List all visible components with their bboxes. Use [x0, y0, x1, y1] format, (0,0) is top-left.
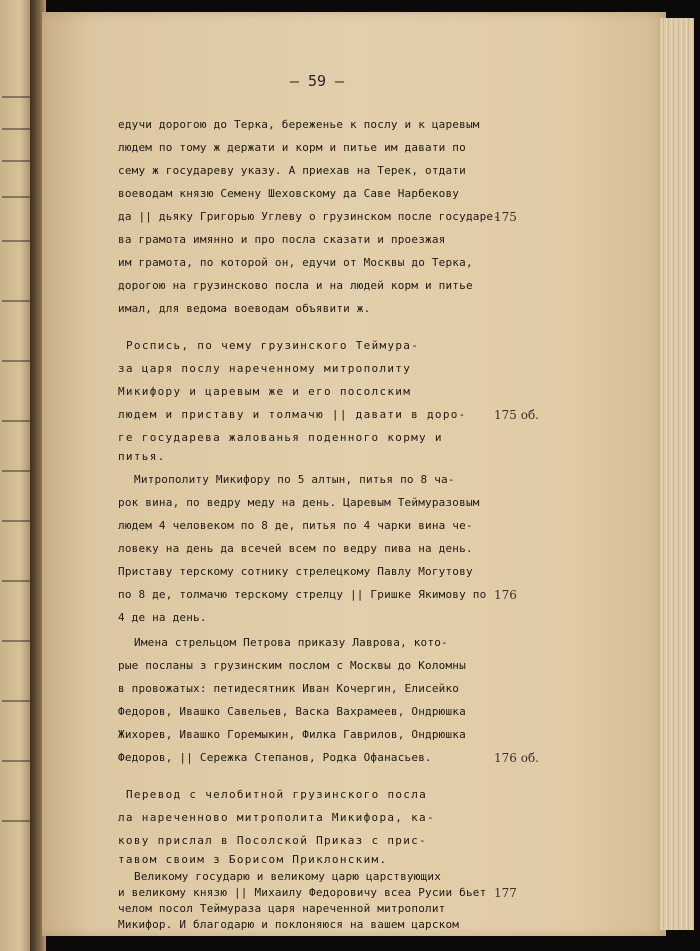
- section-heading-line: Перевод с челобитной грузинского посла: [126, 788, 428, 801]
- text-line: людем по тому ж держати и корм и питье им давати по: [118, 141, 466, 154]
- facing-page-text: [2, 160, 30, 162]
- margin-folio-note: 175 об.: [494, 408, 539, 422]
- facing-page-text: [2, 760, 30, 762]
- text-line: людем 4 человеком по 8 де, питья по 4 чарки вина че-: [118, 519, 473, 532]
- text-line: Жихорев, Ивашко Горемыкин, Филка Гаврилов, Ондрюшка: [118, 728, 466, 741]
- text-line: воеводам князю Семену Шеховскому да Саве Нарбекову: [118, 187, 460, 200]
- page-edges: [660, 18, 694, 930]
- text-line: по 8 де, толмачю терскому стрелцу || Гришке Якимову по: [118, 588, 487, 601]
- section-heading-line: людем и приставу и толмачю || давати в доро-: [118, 408, 467, 421]
- text-line: да || дьяку Григорью Углеву о грузинском после государе-: [118, 210, 501, 223]
- text-line: Имена стрельцом Петрова приказу Лаврова, кото-: [134, 636, 448, 649]
- text-line: ва грамота имянно и про посла сказати и проезжая: [118, 233, 446, 246]
- section-heading-line: за царя послу нареченному митрополиту: [118, 362, 412, 375]
- facing-page-text: [2, 820, 30, 822]
- margin-folio-note: 175: [494, 210, 517, 224]
- facing-page-text: [2, 470, 30, 472]
- facing-page-text: [2, 240, 30, 242]
- text-line: рок вина, по ведру меду на день. Царевым Теймуразовым: [118, 496, 480, 509]
- margin-folio-note: 177: [494, 886, 517, 900]
- text-line: сему ж государеву указу. А приехав на Терек, отдати: [118, 164, 466, 177]
- section-heading-line: Микифору и царевым же и его посолским: [118, 385, 412, 398]
- text-line: едучи дорогою до Терка, береженье к послу и к царевым: [118, 118, 480, 131]
- text-line: ловеку на день да всечей всем по ведру пива на день.: [118, 542, 473, 555]
- facing-page-text: [2, 420, 30, 422]
- text-line: и великому князю || Михаилу Федоровичу всеа Русии бьет: [118, 886, 487, 899]
- section-heading-line: Роспись, по чему грузинского Теймура-: [126, 339, 420, 352]
- text-line: челом посол Теймураза царя нареченной митрополит: [118, 902, 446, 915]
- text-line: Федоров, Ивашко Савельев, Васка Вахрамеев, Ондрюшка: [118, 705, 466, 718]
- facing-page-text: [2, 360, 30, 362]
- facing-page-text: [2, 700, 30, 702]
- section-heading-line: ге государева жалованья поденного корму и: [118, 431, 443, 444]
- text-line: рые посланы з грузинским послом с Москвы до Коломны: [118, 659, 466, 672]
- text-line: Микифор. И благодарю и поклоняюся на вашем царском: [118, 918, 460, 931]
- text-line: дорогою на грузинсково посла и на людей корм и питье: [118, 279, 473, 292]
- facing-page-text: [2, 196, 30, 198]
- text-line: имал, для ведома воеводам объявити ж.: [118, 302, 371, 315]
- facing-page-text: [2, 520, 30, 522]
- section-heading-line: питья.: [118, 450, 166, 463]
- margin-folio-note: 176: [494, 588, 517, 602]
- text-line: Федоров, || Сережка Степанов, Родка Офанасьев.: [118, 751, 432, 764]
- facing-page-text: [2, 580, 30, 582]
- facing-page-text: [2, 640, 30, 642]
- text-line: Великому государю и великому царю царствующих: [134, 870, 442, 883]
- page-number: — 59 —: [289, 72, 345, 90]
- section-heading-line: ла нареченново митрополита Микифора, ка-: [118, 811, 435, 824]
- facing-page-text: [2, 96, 30, 98]
- section-heading-line: кову прислал в Посолской Приказ с прис-: [118, 834, 427, 847]
- margin-folio-note: 176 об.: [494, 751, 539, 765]
- text-line: им грамота, по которой он, едучи от Москвы до Терка,: [118, 256, 473, 269]
- facing-page-text: [2, 300, 30, 302]
- text-line: 4 де на день.: [118, 611, 207, 624]
- facing-page-text: [2, 128, 30, 130]
- text-line: в провожатых: петидесятник Иван Кочергин, Елисейко: [118, 682, 460, 695]
- text-line: Приставу терскому сотнику стрелецкому Павлу Могутову: [118, 565, 473, 578]
- text-line: Митрополиту Микифору по 5 алтын, питья по 8 ча-: [134, 473, 455, 486]
- section-heading-line: тавом своим з Борисом Приклонским.: [118, 853, 388, 866]
